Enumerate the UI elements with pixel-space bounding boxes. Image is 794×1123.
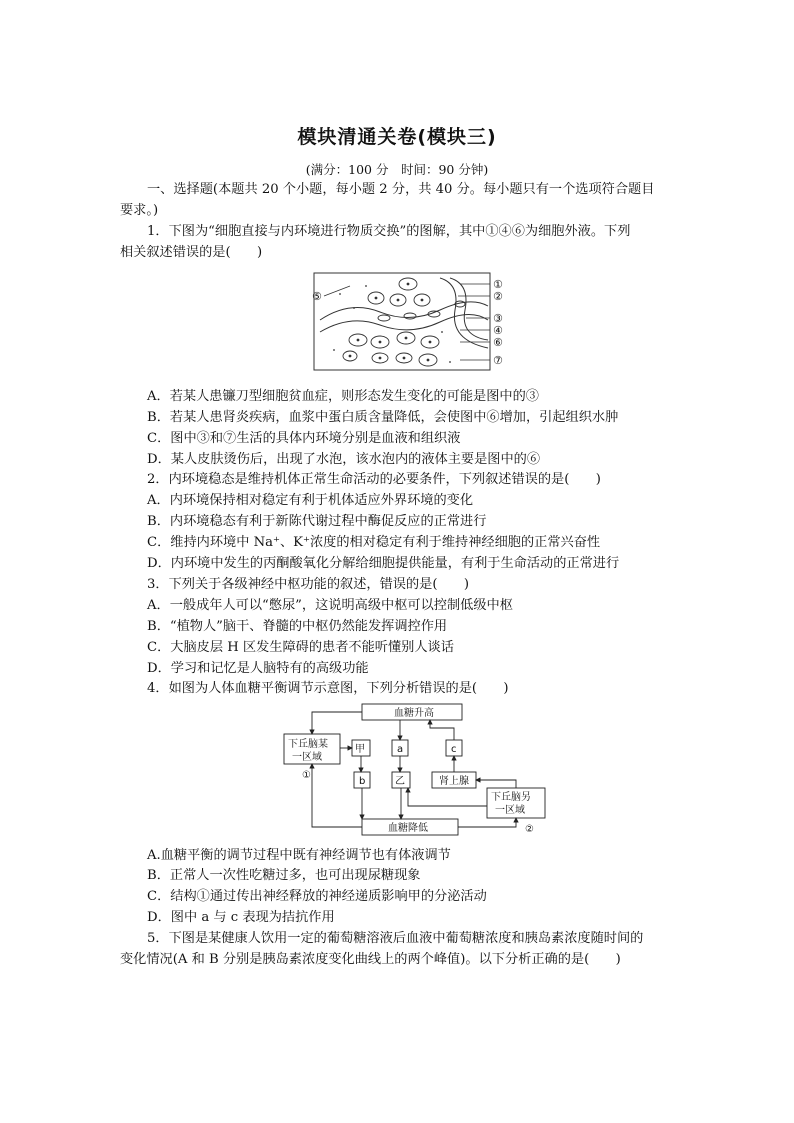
section-heading-cont: 要求。): [120, 203, 159, 218]
q4-right-box-line2: 一区域: [495, 805, 525, 816]
q1-option-b: B．若某人患肾炎疾病，血浆中蛋白质含量降低，会使图中⑥增加，引起组织水肿: [147, 410, 619, 425]
q4-option-b: B．正常人一次性吃糖过多，也可出现尿糖现象: [147, 868, 421, 883]
q4-node-c: c: [451, 744, 457, 755]
q3-option-d: D．学习和记忆是人脑特有的高级功能: [147, 661, 369, 676]
q1-label-2: ②: [493, 290, 503, 303]
q2-option-b: B．内环境稳态有利于新陈代谢过程中酶促反应的正常进行: [147, 514, 487, 529]
q3-stem: 3．下列关于各级神经中枢功能的叙述，错误的是( ): [147, 577, 469, 592]
q4-node-adrenal: 肾上腺: [439, 776, 469, 787]
q3-option-a: A．一般成年人可以“憋尿”，这说明高级中枢可以控制低级中枢: [147, 598, 513, 613]
q5-stem: 5．下图是某健康人饮用一定的葡萄糖溶液后血液中葡萄糖浓度和胰岛素浓度随时间的: [147, 931, 644, 946]
q1-label-3: ③: [493, 312, 503, 325]
q1-stem-cont: 相关叙述错误的是( ): [120, 245, 263, 260]
q4-diagram: [280, 700, 550, 842]
q4-right-mark: ②: [525, 824, 534, 835]
q4-right-box-line1: 下丘脑另: [491, 792, 531, 803]
q4-option-a: A.血糖平衡的调节过程中既有神经调节也有体液调节: [147, 848, 451, 863]
page-title: 模块清通关卷(模块三): [297, 126, 497, 148]
q4-box-glucose-high: 血糖升高: [394, 708, 434, 719]
q4-option-d: D．图中 a 与 c 表现为拮抗作用: [147, 910, 335, 925]
q3-option-c: C．大脑皮层 H 区发生障碍的患者不能听懂别人谈话: [147, 640, 454, 655]
q1-option-d: D．某人皮肤烫伤后，出现了水泡，该水泡内的液体主要是图中的⑥: [147, 452, 541, 467]
q1-option-a: A．若某人患镰刀型细胞贫血症，则形态发生变化的可能是图中的③: [147, 389, 539, 404]
q4-box-glucose-low: 血糖降低: [388, 823, 428, 834]
q1-option-c: C．图中③和⑦生活的具体内环境分别是血液和组织液: [147, 431, 461, 446]
q4-option-c: C．结构①通过传出神经释放的神经递质影响甲的分泌活动: [147, 889, 487, 904]
q4-left-box-line1: 下丘脑某: [288, 739, 328, 750]
q4-left-box-line2: 一区域: [292, 752, 322, 763]
q1-label-4: ④: [493, 324, 503, 337]
q1-label-5: ⑤: [312, 290, 322, 303]
q4-left-mark: ①: [302, 770, 311, 781]
q1-label-7: ⑦: [493, 354, 503, 367]
q1-label-6: ⑥: [493, 336, 503, 349]
q4-stem: 4．如图为人体血糖平衡调节示意图，下列分析错误的是( ): [147, 681, 509, 696]
q1-figure: [310, 270, 516, 376]
q2-option-a: A．内环境保持相对稳定有利于机体适应外界环境的变化: [147, 493, 474, 508]
q4-node-yi: 乙: [395, 776, 405, 787]
q5-stem-cont: 变化情况(A 和 B 分别是胰岛素浓度变化曲线上的两个峰值)。以下分析正确的是( ): [120, 952, 621, 967]
q1-label-1: ①: [493, 278, 503, 291]
q2-option-d: D．内环境中发生的丙酮酸氧化分解给细胞提供能量，有利于生命活动的正常进行: [147, 556, 620, 571]
q2-option-c: C．维持内环境中 Na⁺、K⁺浓度的相对稳定有利于维持神经细胞的正常兴奋性: [147, 535, 601, 550]
q1-stem: 1．下图为“细胞直接与内环境进行物质交换”的图解，其中①④⑥为细胞外液。下列: [147, 224, 631, 239]
q4-node-b: b: [359, 776, 366, 787]
q3-option-b: B．“植物人”脑干、脊髓的中枢仍然能发挥调控作用: [147, 619, 448, 634]
section-heading: 一、选择题(本题共 20 个小题，每小题 2 分，共 40 分。每小题只有一个选项符合题目: [147, 182, 655, 197]
q4-node-jia: 甲: [355, 744, 365, 755]
q4-node-a: a: [397, 744, 404, 755]
q2-stem: 2．内环境稳态是维持机体正常生命活动的必要条件，下列叙述错误的是( ): [147, 472, 601, 487]
exam-info: (满分：100 分 时间：90 分钟): [305, 162, 489, 177]
